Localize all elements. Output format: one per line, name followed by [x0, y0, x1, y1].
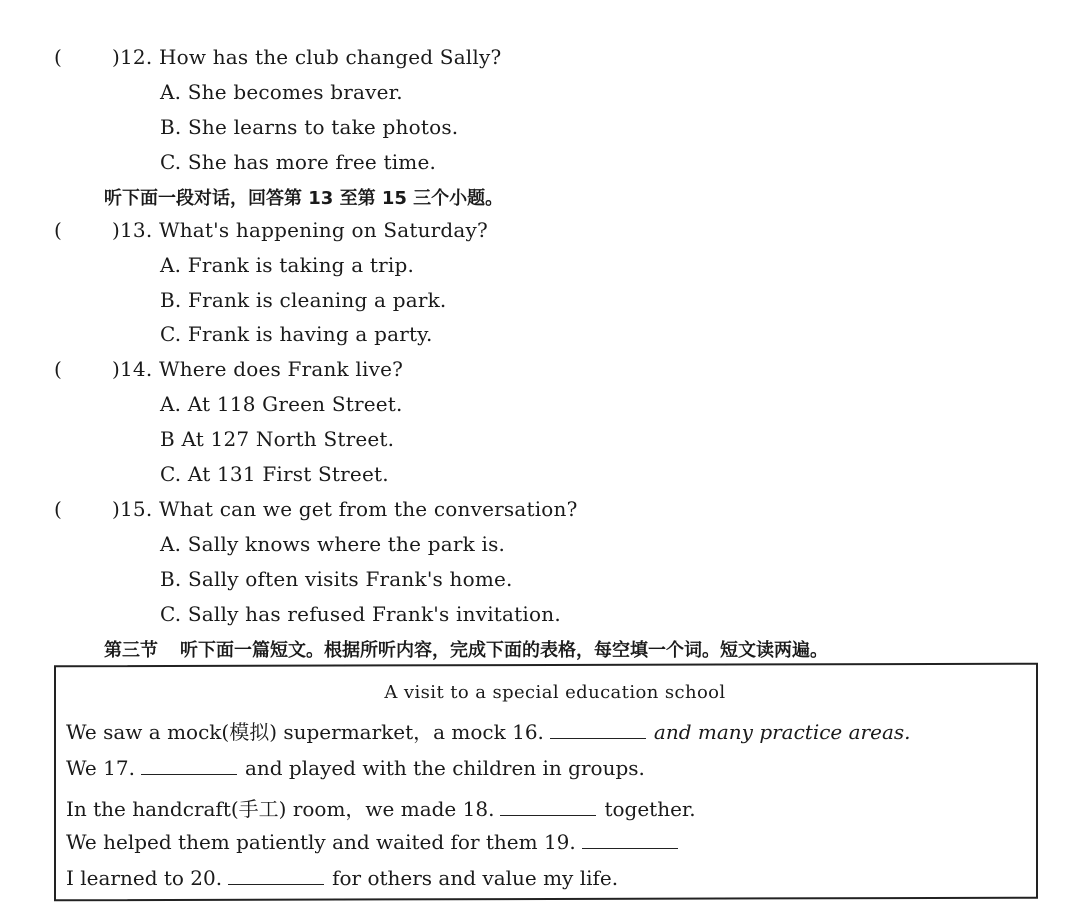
question-15: [54, 497, 578, 521]
answer-paren: (: [54, 45, 63, 69]
table-line-19: [66, 830, 686, 854]
answer-paren: (: [54, 357, 63, 381]
option-13-b: B. Frank is cleaning a park.: [160, 288, 447, 312]
blank-18[interactable]: [500, 814, 596, 816]
question-text: )14. Where does Frank live?: [112, 357, 404, 381]
option-13-a: A. Frank is taking a trip.: [160, 253, 415, 277]
option-14-a: A. At 118 Green Street.: [160, 392, 403, 416]
line-text: We 17.: [66, 756, 135, 780]
blank-20[interactable]: [228, 883, 324, 885]
option-12-a: A. She becomes braver.: [160, 80, 403, 104]
table-line-20: [66, 866, 618, 890]
question-13: [54, 218, 488, 242]
answer-paren: (: [54, 218, 63, 242]
question-text: )15. What can we get from the conversation?: [112, 497, 578, 521]
option-14-c: C. At 131 First Street.: [160, 462, 389, 486]
line-text: and played with the children in groups.: [244, 756, 645, 780]
option-15-c: C. Sally has refused Frank's invitation.: [160, 602, 561, 626]
question-text: )13. What's happening on Saturday?: [112, 218, 488, 242]
option-15-a: A. Sally knows where the park is.: [160, 532, 506, 556]
table-title: A visit to a special education school: [384, 682, 726, 703]
line-text: We helped them patiently and waited for them 19.: [66, 830, 576, 854]
line-text: We saw a mock(模拟) supermarket，a mock 16.: [66, 720, 544, 744]
blank-16[interactable]: [550, 737, 646, 739]
instruction-13-15: 听下面一段对话，回答第 13 至第 15 三个小题。: [104, 188, 504, 209]
line-text: and many practice areas.: [653, 720, 911, 744]
section-instruction: 听下面一篇短文。根据所听内容，完成下面的表格，每空填一个词。短文读两遍。: [180, 640, 828, 661]
table-line-16: [66, 716, 911, 745]
question-14: [54, 357, 403, 381]
line-text: together.: [604, 797, 696, 821]
answer-paren: (: [54, 497, 63, 521]
section-3-heading: [104, 636, 828, 662]
line-text: I learned to 20.: [66, 866, 223, 890]
blank-19[interactable]: [582, 847, 678, 849]
option-12-c: C. She has more free time.: [160, 150, 437, 174]
question-text: )12. How has the club changed Sally?: [112, 45, 502, 69]
option-12-b: B. She learns to take photos.: [160, 115, 459, 139]
table-line-17: [66, 756, 645, 780]
blank-17[interactable]: [141, 773, 237, 775]
option-15-b: B. Sally often visits Frank's home.: [160, 567, 513, 591]
table-line-18: [66, 793, 696, 822]
option-13-c: C. Frank is having a party.: [160, 322, 433, 346]
line-text: In the handcraft(手工) room，we made 18.: [66, 797, 495, 821]
line-text: for others and value my life.: [332, 866, 619, 890]
option-14-b: B At 127 North Street.: [160, 427, 395, 451]
section-title: 第三节: [104, 640, 158, 661]
question-12: [54, 45, 501, 69]
